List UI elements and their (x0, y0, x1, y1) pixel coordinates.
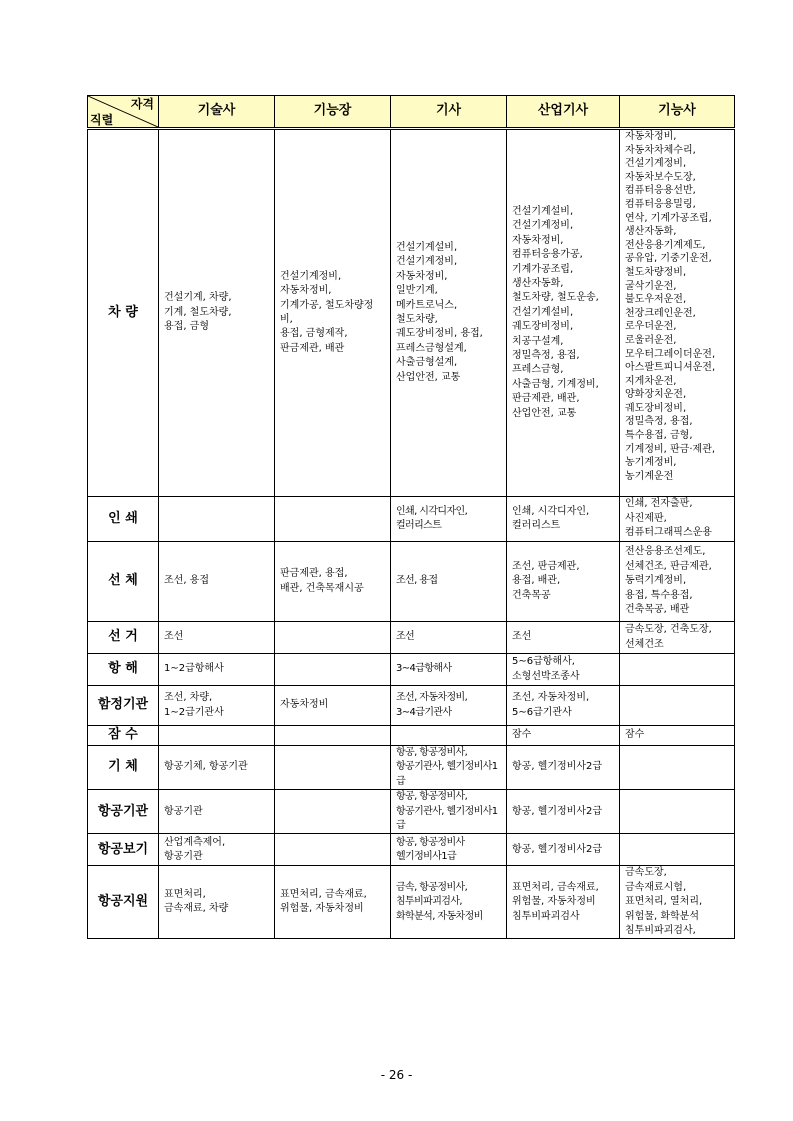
table-cell (159, 686, 275, 726)
cell-text: 잠수 (625, 729, 645, 741)
table-cell (391, 686, 507, 726)
row-header: 기 체 (88, 746, 159, 790)
cell-text: 건설기계, 차량, 기계, 철도차량, 용접, 금형 (164, 292, 232, 333)
table-cell (620, 542, 735, 622)
column-header: 기술사 (159, 96, 275, 129)
table-row (88, 834, 735, 866)
table-cell (159, 497, 275, 542)
table-row (88, 726, 735, 746)
table-cell (620, 746, 735, 790)
cell-text: 인쇄, 전자출판, 사진제판, 컴퓨터그래픽스운용 (625, 498, 712, 539)
cell-text: 조선, 자동차정비, 5∼6급기관사 (512, 692, 590, 718)
corner-label-qualification: 자격 (130, 97, 154, 111)
cell-text: 전산응용조선제도, 선체건조, 판금제관, 동력기계정비, 용접, 특수용접, 건축목공, 배관 (625, 546, 712, 616)
cell-text: 조선, 자동차정비, 3∼4급기관사 (396, 692, 468, 718)
table-cell (507, 686, 620, 726)
cell-text: 인쇄, 시각디자인, 컬러리스트 (396, 505, 468, 531)
table-cell (620, 622, 735, 654)
qualification-table (87, 95, 735, 939)
table-cell (159, 790, 275, 834)
table-cell (391, 622, 507, 654)
cell-text: 항공, 헬기정비사2급 (512, 843, 602, 855)
cell-text: 표면처리, 금속재료, 위험물, 자동차정비 침투비파괴검사 (512, 881, 599, 922)
cell-text: 항공, 항공정비사, 항공기관사, 헬기정비사1급 (396, 791, 498, 832)
table-cell (159, 834, 275, 866)
table-cell (391, 726, 507, 746)
table-cell (391, 834, 507, 866)
cell-text: 1∼2급항해사 (164, 663, 224, 675)
cell-text: 자동차정비, 자동차차체수리, 건설기계정비, 자동차보수도장, 컴퓨터응용선반, 컴퓨터응용밀링, 연삭, 기계가공조립, 생산자동화, 전산응용기계제도, 공유압, 기중기운전, 철도차량정비, 굴삭기운전, 불도우저운전, 천장크레인운전, 로우더운전, 로울러운전, 모우터그레이더운전, 아스팔트피니셔운전, 지게차운전, 양화장치운전, 궤도장비정비, 정밀측정, 용접, 특수용접, 금형, 기계정비, 판금·제관, 농기계정비, 농기계운전 (625, 131, 716, 482)
table-cell (507, 497, 620, 542)
cell-text: 조선 (396, 631, 415, 643)
row-header: 선 거 (88, 622, 159, 654)
table-cell (391, 497, 507, 542)
cell-text: 항공, 헬기정비사2급 (512, 805, 602, 817)
cell-text: 5∼6급항해사, 소형선박조종사 (512, 656, 580, 682)
cell-text: 건설기계정비, 자동차정비, 기계가공, 철도차량정비, 용접, 금형제작, 판금제관, 배관 (280, 270, 374, 354)
table-cell (620, 497, 735, 542)
table-cell (275, 129, 391, 497)
cell-text: 조선, 차량, 1∼2급기관사 (164, 692, 224, 718)
table-cell (391, 542, 507, 622)
table-cell (391, 654, 507, 686)
table-cell (507, 746, 620, 790)
table-row (88, 746, 735, 790)
column-header: 산업기사 (507, 96, 620, 129)
row-header: 항공지원 (88, 866, 159, 939)
cell-text: 잠수 (512, 729, 532, 741)
cell-text: 조선 (512, 631, 532, 643)
table-cell (507, 866, 620, 939)
table-cell (159, 654, 275, 686)
table-cell (620, 129, 735, 497)
cell-text: 항공기관 (164, 805, 203, 817)
table-row (88, 790, 735, 834)
table-cell (275, 654, 391, 686)
table-cell (620, 790, 735, 834)
row-header: 차 량 (88, 129, 159, 497)
table-cell (507, 834, 620, 866)
table-cell (275, 866, 391, 939)
table-cell (507, 622, 620, 654)
table-row (88, 622, 735, 654)
table-cell (507, 542, 620, 622)
row-header: 인 쇄 (88, 497, 159, 542)
table-row (88, 866, 735, 939)
table-cell (159, 726, 275, 746)
table-cell (391, 129, 507, 497)
cell-text: 건설기계설비, 건설기계정비, 자동차정비, 일반기계, 메카트로닉스, 철도차량, 궤도장비정비, 용접, 프레스금형설계, 사출금형설계, 산업안전, 교통 (396, 241, 483, 383)
cell-text: 표면처리, 금속재료, 차량 (164, 889, 229, 915)
table-row (88, 654, 735, 686)
cell-text: 금속도장, 금속재료시험, 표면처리, 열처리, 위험물, 화학분석 침투비파괴검사, (625, 867, 703, 937)
table-cell (391, 746, 507, 790)
table-row (88, 129, 735, 497)
cell-text: 금속도장, 건축도장, 선체건조 (625, 624, 712, 650)
table-cell (620, 686, 735, 726)
row-header: 선 체 (88, 542, 159, 622)
table-cell (620, 654, 735, 686)
table-cell (507, 726, 620, 746)
row-header: 함정기관 (88, 686, 159, 726)
corner-header (88, 96, 159, 129)
cell-text: 조선, 용접 (164, 575, 209, 587)
cell-text: 판금제관, 용접, 배관, 건축목재시공 (280, 568, 364, 594)
cell-text: 조선 (164, 631, 184, 643)
cell-text: 항공, 항공정비사, 항공기관사, 헬기정비사1급 (396, 747, 498, 787)
cell-text: 3∼4급항해사 (396, 663, 452, 675)
table-cell (391, 790, 507, 834)
table-cell (507, 654, 620, 686)
cell-text: 항공, 헬기정비사2급 (512, 761, 602, 773)
table-row (88, 542, 735, 622)
page-number: - 26 - (380, 1068, 413, 1082)
cell-text: 산업계측제어, 항공기관 (164, 836, 226, 862)
table-cell (275, 622, 391, 654)
cell-text: 조선, 용접 (396, 575, 438, 587)
row-header: 항공기관 (88, 790, 159, 834)
table-cell (391, 866, 507, 939)
table-row (88, 497, 735, 542)
corner-label-series: 직렬 (90, 112, 114, 127)
table-cell (159, 129, 275, 497)
table-cell (159, 542, 275, 622)
table-cell (159, 866, 275, 939)
table-cell (620, 866, 735, 939)
table-cell (275, 790, 391, 834)
table-cell (275, 686, 391, 726)
column-header: 기능장 (275, 96, 391, 129)
table-cell (159, 746, 275, 790)
table-cell (275, 834, 391, 866)
cell-text: 항공, 항공정비사 헬기정비사1급 (396, 836, 465, 862)
table-cell (275, 746, 391, 790)
table-cell (620, 834, 735, 866)
row-header: 항공보기 (88, 834, 159, 866)
table-cell (620, 726, 735, 746)
table-cell (275, 497, 391, 542)
cell-text: 금속, 항공정비사, 침투비파괴검사, 화학분석, 자동차정비 (396, 881, 483, 922)
table-cell (507, 129, 620, 497)
row-header: 잠 수 (88, 726, 159, 746)
cell-text: 건설기계설비, 건설기계정비, 자동차정비, 컴퓨터응용가공, 기계가공조립, 생산자동화, 철도차량, 철도운송, 건설기계설비, 궤도장비정비, 치공구설계, 정밀측정, 용접, 프레스금형, 사출금형, 기계정비, 판금제관, 배관, 산업안전, 교통 (512, 205, 599, 419)
column-header: 기능사 (620, 96, 735, 129)
cell-text: 표면처리, 금속재료, 위험물, 자동차정비 (280, 889, 367, 915)
table-cell (275, 726, 391, 746)
table-cell (275, 542, 391, 622)
table-row (88, 686, 735, 726)
table-cell (159, 622, 275, 654)
table-cell (507, 790, 620, 834)
table-body (88, 129, 735, 939)
cell-text: 항공기체, 항공기관 (164, 761, 248, 773)
column-header: 기사 (391, 96, 507, 129)
row-header: 항 해 (88, 654, 159, 686)
cell-text: 인쇄, 시각디자인, 컬러리스트 (512, 505, 590, 531)
cell-text: 자동차정비 (280, 699, 329, 711)
cell-text: 조선, 판금제관, 용접, 배관, 건축목공 (512, 560, 580, 601)
